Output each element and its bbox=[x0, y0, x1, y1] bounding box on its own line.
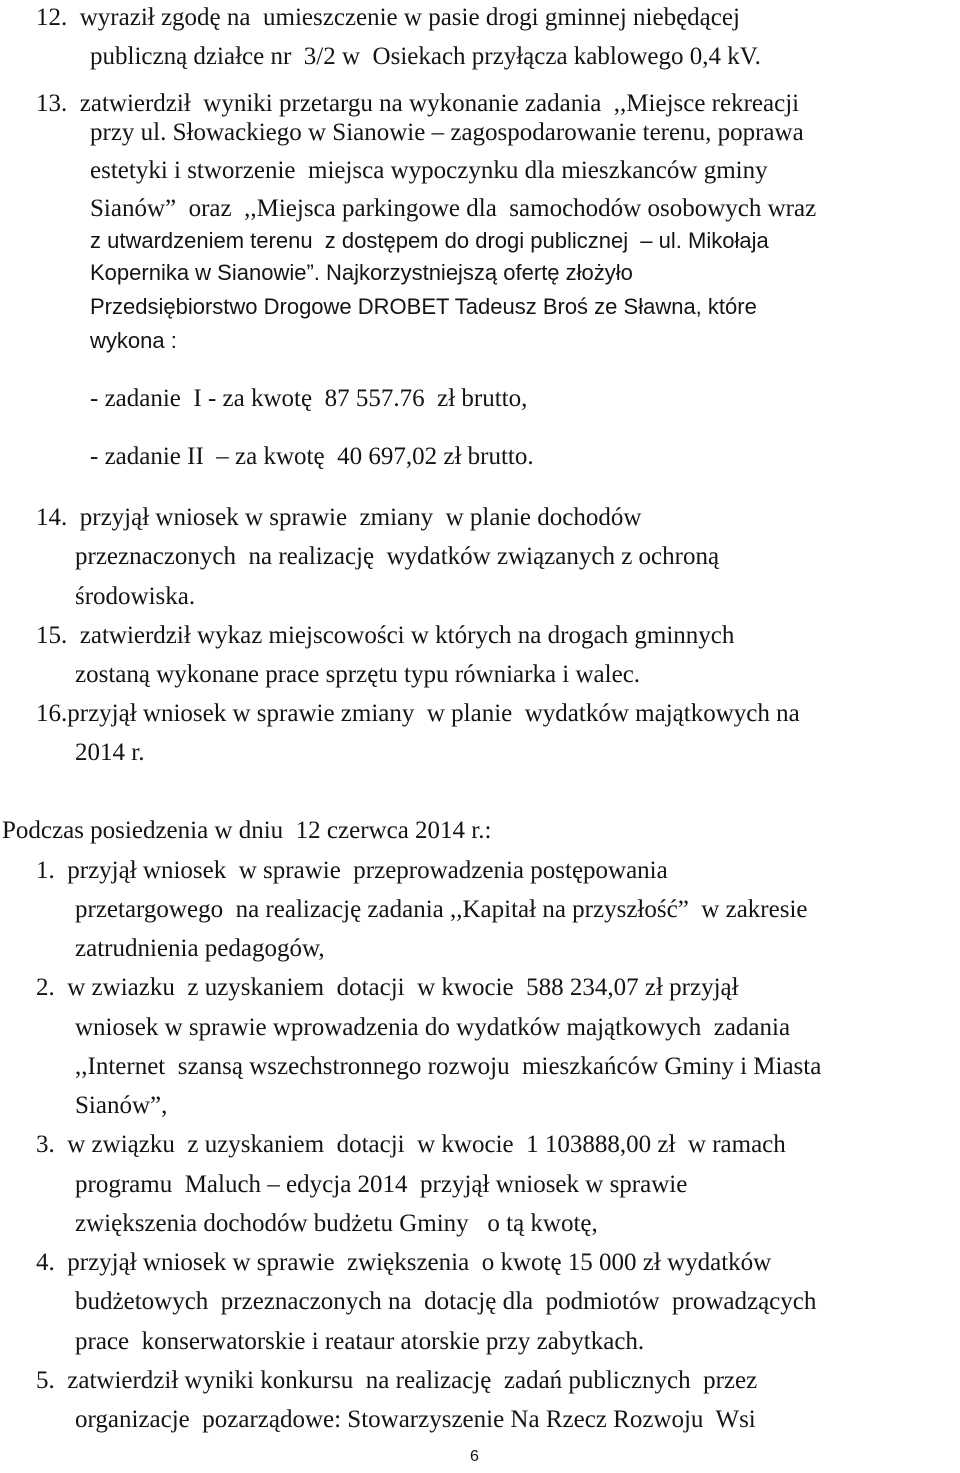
item-14-line-1: 14. przyjął wniosek w sprawie zmiany w planie dochodów bbox=[36, 504, 642, 531]
point-2-line-2: wniosek w sprawie wprowadzenia do wydatków majątkowych zadania bbox=[75, 1014, 791, 1041]
point-3-line-3: zwiększenia dochodów budżetu Gminy o tą kwotę, bbox=[75, 1210, 598, 1237]
point-1-line-2: przetargowego na realizację zadania ,,Kapitał na przyszłość” w zakresie bbox=[75, 896, 808, 923]
point-1-line-3: zatrudnienia pedagogów, bbox=[75, 935, 325, 962]
point-1-line-1: 1. przyjął wniosek w sprawie przeprowadzenia postępowania bbox=[36, 857, 668, 884]
session-heading: Podczas posiedzenia w dniu 12 czerwca 2014 r.: bbox=[2, 817, 492, 844]
item-13-line-4: Sianów” oraz ,,Miejsca parkingowe dla samochodów osobowych wraz bbox=[90, 195, 817, 222]
item-13-line-1: 13. zatwierdził wyniki przetargu na wykonanie zadania ,,Miejsce rekreacji bbox=[36, 90, 800, 117]
item-13-line-5: z utwardzeniem terenu z dostępem do drogi publicznej – ul. Mikołaja bbox=[90, 228, 769, 253]
item-14-line-2: przeznaczonych na realizację wydatków związanych z ochroną bbox=[75, 543, 720, 570]
point-5-line-1: 5. zatwierdził wyniki konkursu na realizację zadań publicznych przez bbox=[36, 1367, 758, 1394]
item-12-line-2: publiczną działce nr 3/2 w Osiekach przyłącza kablowego 0,4 kV. bbox=[90, 43, 761, 70]
point-4-line-1: 4. przyjął wniosek w sprawie zwiększenia o kwotę 15 000 zł wydatków bbox=[36, 1249, 772, 1276]
page-number: 6 bbox=[470, 1448, 479, 1465]
item-16-line-1: 16.przyjął wniosek w sprawie zmiany w planie wydatków majątkowych na bbox=[36, 700, 800, 727]
item-15-line-2: zostaną wykonane prace sprzętu typu równiarka i walec. bbox=[75, 661, 641, 688]
point-2-line-4: Sianów”, bbox=[75, 1092, 168, 1119]
task-1-line: - zadanie I - za kwotę 87 557.76 zł brutto, bbox=[90, 385, 528, 412]
item-13-line-7: Przedsiębiorstwo Drogowe DROBET Tadeusz Broś ze Sławna, które bbox=[90, 294, 757, 319]
item-12-line-1: 12. wyraził zgodę na umieszczenie w pasie drogi gminnej niebędącej bbox=[36, 4, 740, 31]
task-2-line: - zadanie II – za kwotę 40 697,02 zł brutto. bbox=[90, 443, 534, 470]
point-4-line-2: budżetowych przeznaczonych na dotację dla podmiotów prowadzących bbox=[75, 1288, 817, 1315]
item-13-line-2: przy ul. Słowackiego w Sianowie – zagospodarowanie terenu, poprawa bbox=[90, 119, 804, 146]
point-2-line-3: ,,Internet szansą wszechstronnego rozwoju mieszkańców Gminy i Miasta bbox=[75, 1053, 822, 1080]
point-2-line-1: 2. w zwiazku z uzyskaniem dotacji w kwocie 588 234,07 zł przyjął bbox=[36, 974, 739, 1001]
item-15-line-1: 15. zatwierdził wykaz miejscowości w których na drogach gminnych bbox=[36, 622, 735, 649]
point-3-line-1: 3. w związku z uzyskaniem dotacji w kwocie 1 103888,00 zł w ramach bbox=[36, 1131, 786, 1158]
item-13-line-3: estetyki i stworzenie miejsca wypoczynku dla mieszkanców gminy bbox=[90, 157, 768, 184]
item-13-line-8: wykona : bbox=[90, 328, 177, 353]
point-3-line-2: programu Maluch – edycja 2014 przyjął wniosek w sprawie bbox=[75, 1171, 688, 1198]
item-16-line-2: 2014 r. bbox=[75, 739, 145, 766]
point-4-line-3: prace konserwatorskie i reataur atorskie przy zabytkach. bbox=[75, 1328, 645, 1355]
item-14-line-3: środowiska. bbox=[75, 583, 196, 610]
point-5-line-2: organizacje pozarządowe: Stowarzyszenie Na Rzecz Rozwoju Wsi bbox=[75, 1406, 756, 1433]
item-13-line-6: Kopernika w Sianowie”. Najkorzystniejszą ofertę złożyło bbox=[90, 260, 633, 285]
